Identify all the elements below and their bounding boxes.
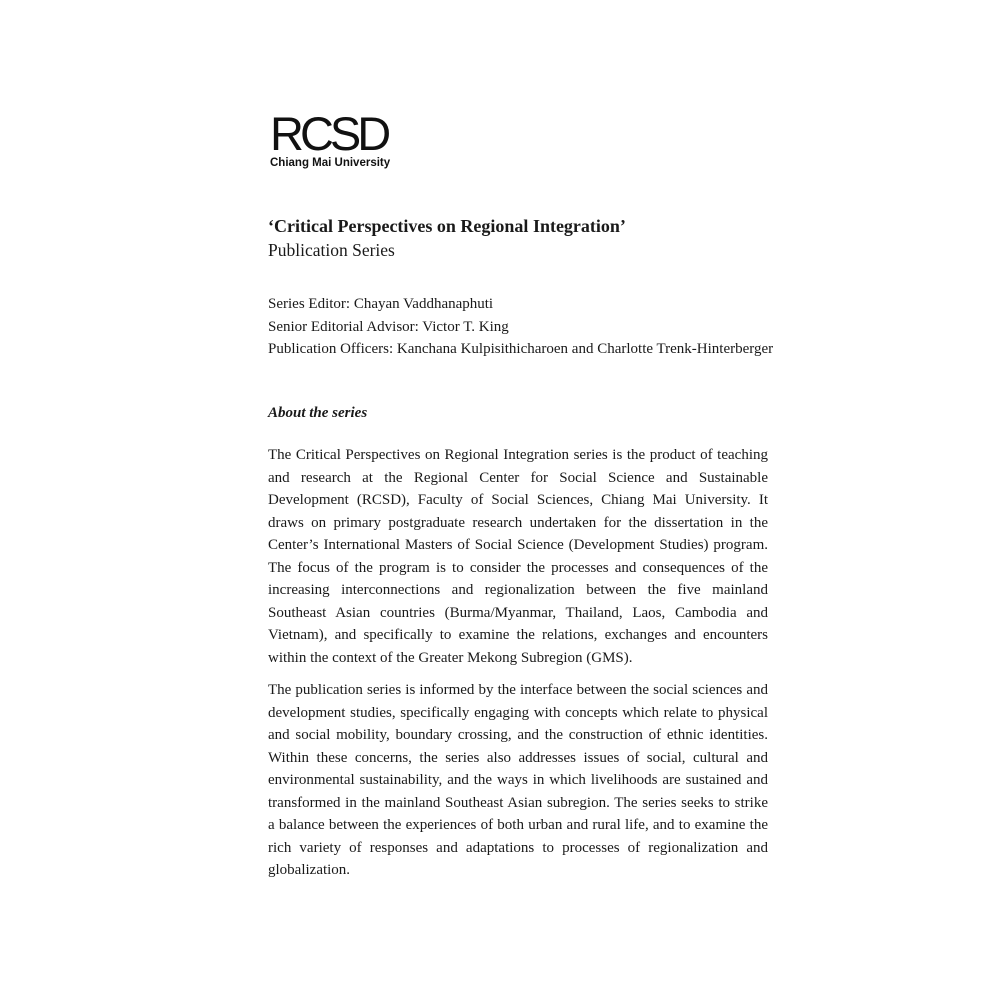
series-title: ‘Critical Perspectives on Regional Integration’ — [268, 216, 626, 236]
senior-editorial-advisor: Senior Editorial Advisor: Victor T. King — [268, 318, 509, 335]
rcsd-logo — [270, 107, 391, 172]
publication-officers: Publication Officers: Kanchana Kulpisithicharoen and Charlotte Trenk-Hinterberger — [268, 341, 774, 357]
about-heading: About the series — [268, 405, 368, 421]
logo-wordmark — [270, 107, 390, 160]
logo-wordmark-text: RCSD — [270, 107, 388, 160]
credits-block — [268, 293, 773, 361]
about-paragraph-1: The Critical Perspectives on Regional Integration series is the product of teaching and research at the Regional Center for Social Science and Sustainable Development (RCSD), Faculty of Social Sciences, Chiang Mai University. It draws on primary postgraduate research undertaken for the dissertation in the Center’s International Masters of Social Science (Development Studies) program. The focus of the program is to consider the processes and consequences of the increasing interconnections and regionalization between the five mainland Southeast Asian countries (Burma/Myanmar, Thailand, Laos, Cambodia and Vietnam), and specifically to examine the relations, exchanges and encounters within the context of the Greater Mekong Subregion (GMS). — [268, 447, 768, 666]
logo-subtitle: Chiang Mai University — [270, 157, 391, 169]
series-editor: Series Editor: Chayan Vaddhanaphuti — [268, 296, 494, 312]
about-paragraph-2: The publication series is informed by the interface between the social sciences and development studies, specifically engaging with concepts which relate to physical and social mobility, boundary crossing, and the construction of ethnic identities. Within these concerns, the series also addresses issues of social, cultural and environmental sustainability, and the ways in which livelihoods are sustained and transformed in the mainland Southeast Asian subregion. The series seeks to strike a balance between the experiences of both urban and rural life, and to examine the rich variety of responses and adaptations to processes of regionalization and globalization. — [268, 682, 768, 878]
series-subtitle: Publication Series — [268, 240, 395, 260]
